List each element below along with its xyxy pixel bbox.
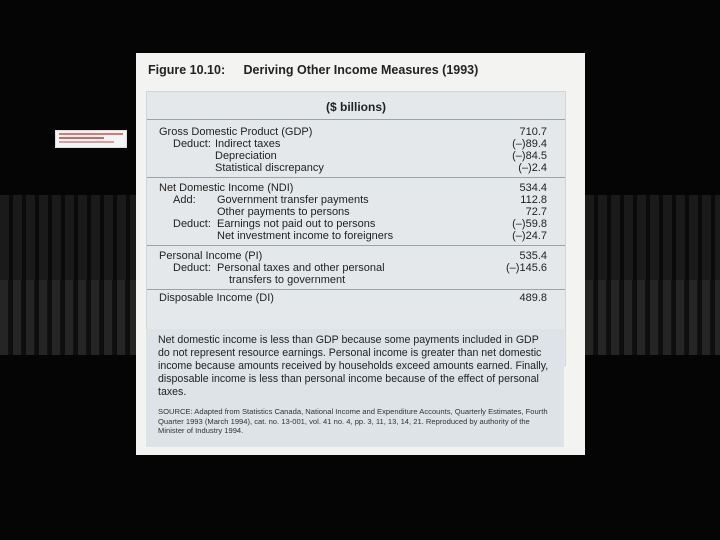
row-indent: Add: (173, 194, 196, 206)
row-label: Statistical discrepancy (215, 162, 324, 174)
row-label: transfers to government (229, 274, 346, 286)
row-label: Gross Domestic Product (GDP) (159, 126, 313, 138)
sticker-label (55, 130, 127, 148)
table-row (147, 292, 565, 305)
row-indent: Deduct: (173, 138, 211, 150)
table-rule (147, 245, 565, 246)
figure-number: Figure 10.10: (148, 63, 226, 77)
row-value: (–)89.4 (512, 138, 547, 150)
row-label: Personal Income (PI) (159, 250, 263, 262)
table-rule (147, 289, 565, 290)
table-row (147, 230, 565, 243)
notes-panel (146, 329, 564, 447)
row-value: (–)59.8 (512, 218, 547, 230)
figure-title (148, 63, 478, 77)
income-table (146, 91, 566, 366)
table-rule (147, 177, 565, 178)
row-value: (–)24.7 (512, 230, 547, 242)
figure-title-text: Deriving Other Income Measures (1993) (243, 63, 479, 77)
row-value: 112.8 (520, 194, 547, 206)
row-value: 535.4 (519, 250, 547, 262)
row-value: (–)84.5 (512, 150, 547, 162)
row-label: Net Domestic Income (NDI) (159, 182, 294, 194)
row-label: Depreciation (215, 150, 277, 162)
table-units: ($ billions) (326, 100, 386, 114)
row-label: Personal taxes and other personal (217, 262, 385, 274)
row-value: 534.4 (519, 182, 547, 194)
figure-note: Net domestic income is less than GDP because some payments included in GDP do not represent resource earnings. Personal income is greater than net domestic income because amounts received by households exceed amounts earned. Finally, disposable income is less than personal income because of the effect of personal taxes. (158, 334, 549, 398)
row-value: (–)2.4 (518, 162, 547, 174)
row-label: Disposable Income (DI) (159, 292, 274, 304)
figure-card (136, 53, 585, 455)
row-indent: Deduct: (173, 262, 211, 274)
row-value: (–)145.6 (506, 262, 547, 274)
table-rule (147, 119, 565, 120)
row-indent: Deduct: (173, 218, 211, 230)
row-label: Indirect taxes (215, 138, 281, 150)
row-value: 489.8 (519, 292, 547, 304)
row-label: Net investment income to foreigners (217, 230, 394, 242)
table-row (147, 274, 565, 287)
row-label: Other payments to persons (217, 206, 350, 218)
figure-source: SOURCE: Adapted from Statistics Canada, National Income and Expenditure Accounts, Quarterly Estimates, Fourth Quarter 1993 (March 1994), cat. no. 13-001, vol. 41 no. 4, pp. 3, 11, 13, 14, 21. Reproduced by authority of the Minister of Industry 1994. (158, 407, 548, 435)
row-label: Earnings not paid out to persons (217, 218, 376, 230)
row-label: Government transfer payments (217, 194, 369, 206)
row-value: 710.7 (519, 126, 547, 138)
row-value: 72.7 (525, 206, 547, 218)
table-row (147, 162, 565, 175)
